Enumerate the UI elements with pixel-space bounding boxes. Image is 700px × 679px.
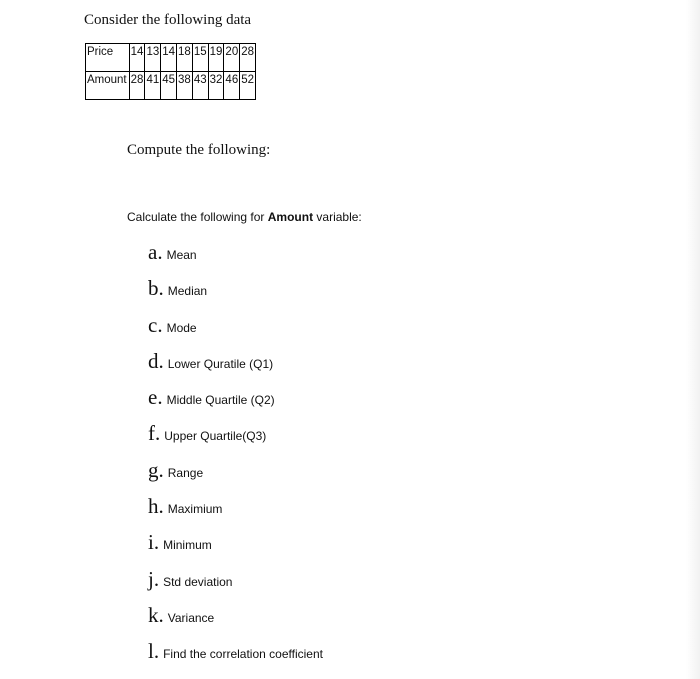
question-letter: c. <box>148 312 163 337</box>
list-item <box>148 567 323 603</box>
table-cell: 28 <box>240 44 256 72</box>
table-cell: 38 <box>177 72 193 100</box>
page-edge-shadow <box>686 0 700 679</box>
question-letter: h. <box>148 494 164 519</box>
question-letter: i. <box>148 530 160 555</box>
question-letter: e. <box>148 385 163 410</box>
list-item <box>148 458 323 494</box>
table-row-amount <box>86 72 256 100</box>
intro-text: Consider the following data <box>84 12 252 28</box>
question-letter: g. <box>148 457 164 482</box>
question-text: Mode <box>166 320 197 335</box>
row-header-amount: Amount <box>86 72 130 100</box>
instruction-suffix: variable: <box>313 210 362 224</box>
list-item <box>148 530 323 566</box>
table-cell: 52 <box>240 72 256 100</box>
row-header-price: Price <box>86 44 130 72</box>
question-letter: j. <box>148 566 160 591</box>
table-cell: 18 <box>177 44 193 72</box>
table-cell: 14 <box>129 44 145 72</box>
list-item <box>148 240 323 276</box>
table-cell: 45 <box>161 72 177 100</box>
question-letter: l. <box>148 639 160 664</box>
list-item <box>148 639 323 675</box>
table-cell: 43 <box>192 72 208 100</box>
question-text: Minimum <box>163 538 212 553</box>
table-row-price <box>86 44 256 72</box>
instruction-prefix: Calculate the following for <box>127 210 268 224</box>
compute-heading: Compute the following: <box>127 142 271 158</box>
question-text: Middle Quartile (Q2) <box>166 393 275 408</box>
question-text: Range <box>167 465 204 480</box>
list-item <box>148 349 323 385</box>
list-item <box>148 603 323 639</box>
instruction-variable: Amount <box>267 210 314 224</box>
question-letter: b. <box>148 276 164 301</box>
question-list <box>148 240 323 676</box>
table-cell: 41 <box>145 72 161 100</box>
question-text: Mean <box>166 248 197 262</box>
list-item <box>148 385 323 421</box>
table-cell: 46 <box>224 72 240 100</box>
table-cell: 13 <box>145 44 161 72</box>
question-text: Upper Quartile(Q3) <box>164 429 267 444</box>
list-item <box>148 313 323 349</box>
question-letter: a. <box>148 240 163 264</box>
table-cell: 20 <box>224 44 240 72</box>
instruction-text <box>127 210 362 224</box>
table-cell: 19 <box>208 44 224 72</box>
question-letter: k. <box>148 602 164 627</box>
question-text: Std deviation <box>163 574 233 589</box>
question-text: Median <box>167 284 208 299</box>
table-cell: 32 <box>208 72 224 100</box>
question-text: Find the correlation coefficient <box>163 647 323 662</box>
table-cell: 28 <box>129 72 145 100</box>
data-table <box>85 43 256 100</box>
question-text: Maximium <box>167 502 223 517</box>
question-letter: d. <box>148 348 164 373</box>
question-letter: f. <box>148 421 161 446</box>
table-cell: 14 <box>161 44 177 72</box>
question-text: Variance <box>167 610 215 625</box>
list-item <box>148 421 323 457</box>
list-item <box>148 494 323 530</box>
list-item <box>148 276 323 312</box>
question-text: Lower Quratile (Q1) <box>167 356 274 371</box>
table-cell: 15 <box>192 44 208 72</box>
